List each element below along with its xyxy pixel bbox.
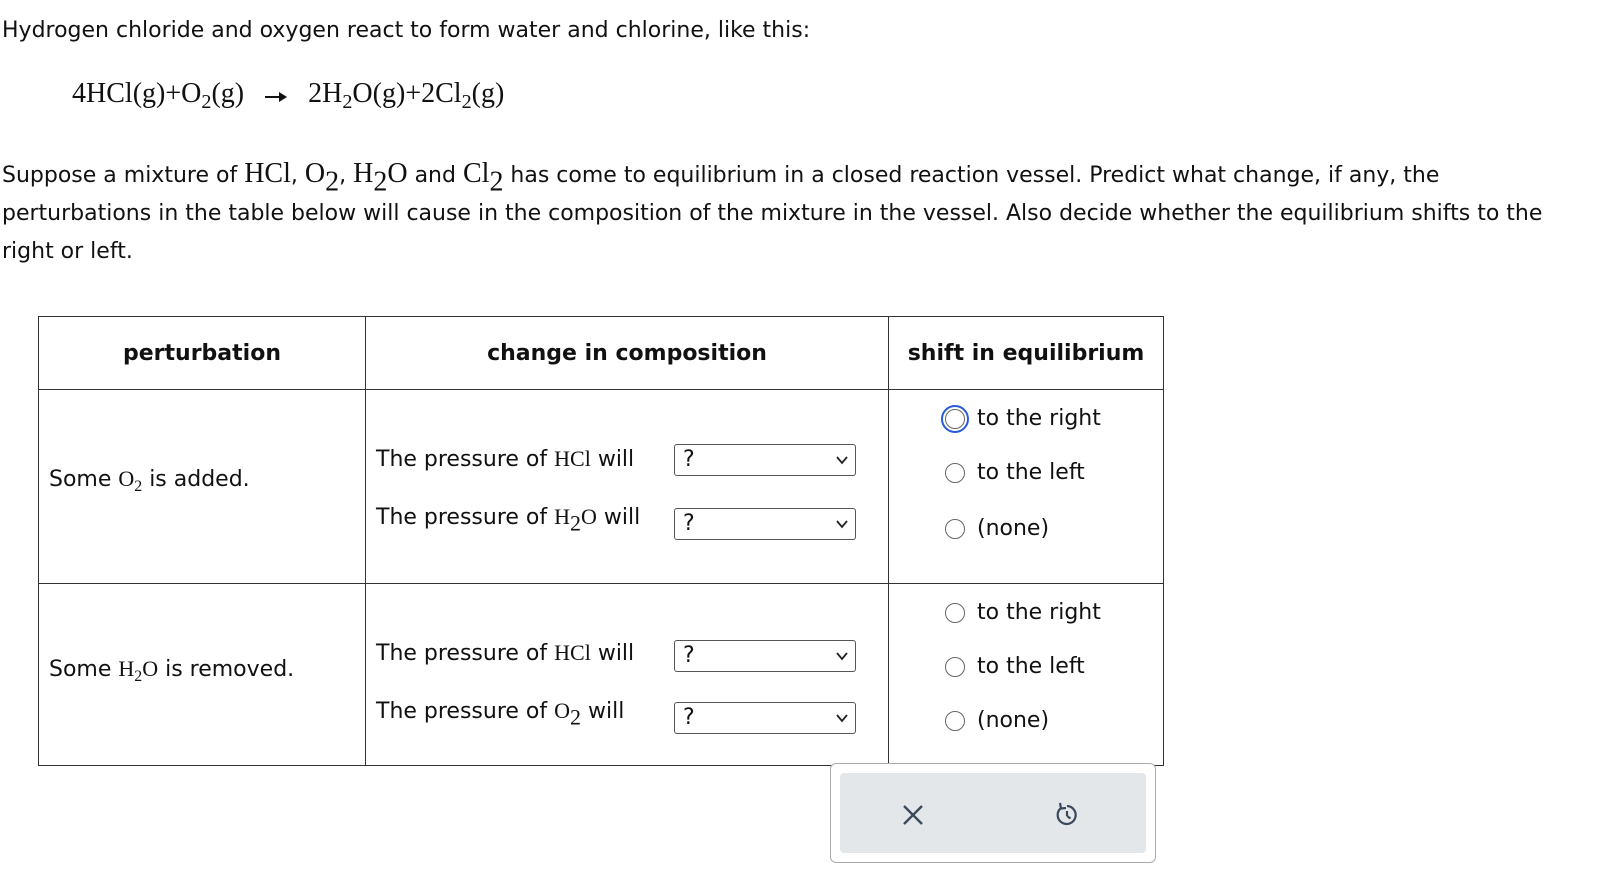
shift-cell — [889, 584, 1164, 766]
radio-label: to the right — [977, 600, 1101, 625]
select-value: ? — [683, 705, 695, 730]
pressure-select[interactable] — [674, 508, 856, 540]
radio-option[interactable] — [945, 708, 1049, 733]
q-text: , — [339, 163, 354, 188]
answer-toolbar — [830, 763, 1156, 863]
reset-button[interactable] — [1047, 795, 1087, 835]
line-chem: O — [581, 504, 597, 529]
perturbation-cell — [39, 584, 366, 766]
composition-line — [376, 504, 641, 536]
line-text: The pressure of — [376, 505, 555, 530]
clear-button[interactable] — [893, 795, 933, 835]
eq-sub: 2 — [201, 91, 212, 114]
select-value: ? — [683, 511, 695, 536]
eq-o: O — [181, 78, 202, 109]
radio-label: (none) — [977, 708, 1050, 733]
composition-line — [376, 640, 634, 666]
intro-text: Hydrogen chloride and oxygen react to form water and chlorine, like this: — [2, 18, 811, 43]
chevron-down-icon — [835, 517, 849, 531]
perturbation-table — [38, 316, 1164, 766]
header-perturbation: perturbation — [39, 317, 366, 390]
line-text: will — [590, 641, 635, 666]
eq-state: (g) — [132, 78, 166, 109]
pert-text: is added. — [142, 467, 250, 492]
pert-chem: O — [142, 656, 159, 681]
pert-text: Some — [49, 467, 119, 492]
pert-chem: O — [118, 466, 135, 491]
radio-button[interactable] — [945, 409, 965, 429]
pressure-select[interactable] — [674, 444, 856, 476]
q-chem: O — [304, 158, 326, 189]
q-text: Suppose a mixture of — [2, 163, 245, 188]
line-chem: H — [554, 504, 571, 529]
pert-text: Some — [49, 657, 119, 682]
eq-plus: + — [405, 78, 422, 109]
eq-plus: + — [165, 78, 182, 109]
line-chem: O — [554, 698, 571, 723]
pressure-select[interactable] — [674, 702, 856, 734]
arrow-icon — [265, 83, 287, 109]
radio-button[interactable] — [945, 657, 965, 677]
change-cell — [366, 584, 889, 766]
radio-button[interactable] — [945, 463, 965, 483]
q-chem: Cl — [462, 158, 490, 189]
q-sub: 2 — [489, 166, 504, 198]
radio-label: to the left — [977, 654, 1085, 679]
radio-option[interactable] — [945, 406, 1101, 431]
q-chem: H — [353, 158, 374, 189]
q-chem: HCl — [244, 158, 291, 189]
header-change: change in composition — [366, 317, 889, 390]
perturbation-label — [49, 466, 250, 495]
line-text: The pressure of — [376, 641, 555, 666]
radio-option[interactable] — [945, 654, 1085, 679]
q-sub: 2 — [373, 166, 388, 198]
radio-option[interactable] — [945, 600, 1101, 625]
select-value: ? — [683, 447, 695, 472]
line-chem: HCl — [554, 640, 591, 665]
eq-hcl: 4HCl — [72, 78, 133, 109]
close-icon — [900, 802, 926, 828]
perturbation-label — [49, 656, 295, 685]
eq-state: (g) — [372, 78, 406, 109]
q-chem: O — [387, 158, 408, 189]
eq-o2: O — [352, 78, 373, 109]
reaction-equation — [72, 78, 505, 114]
radio-button[interactable] — [945, 711, 965, 731]
question-text — [2, 155, 1552, 271]
line-text: will — [590, 447, 635, 472]
chevron-down-icon — [835, 649, 849, 663]
line-text: will — [581, 699, 625, 724]
select-value: ? — [683, 643, 695, 668]
line-text: The pressure of — [376, 447, 555, 472]
eq-state: (g) — [211, 78, 245, 109]
line-chem: HCl — [554, 446, 591, 471]
chevron-down-icon — [835, 711, 849, 725]
pert-text: is removed. — [158, 657, 295, 682]
q-text: and — [407, 163, 463, 188]
undo-icon — [1053, 801, 1081, 829]
eq-sub: 2 — [461, 91, 472, 114]
toolbar-inner — [840, 773, 1146, 853]
pert-sub: 2 — [134, 667, 143, 685]
radio-label: (none) — [977, 516, 1050, 541]
eq-state: (g) — [471, 78, 505, 109]
radio-option[interactable] — [945, 516, 1049, 541]
chevron-down-icon — [835, 453, 849, 467]
pressure-select[interactable] — [674, 640, 856, 672]
pert-chem: H — [118, 656, 135, 681]
radio-option[interactable] — [945, 460, 1085, 485]
radio-label: to the right — [977, 406, 1101, 431]
composition-line — [376, 698, 625, 730]
radio-label: to the left — [977, 460, 1085, 485]
q-sub: 2 — [325, 166, 340, 198]
table-row — [39, 584, 1164, 766]
shift-cell — [889, 390, 1164, 584]
q-text: has come to equilibrium in a closed reaction vessel. Predict what change, if any, the perturbations in the table below will cause in the composition of the mixture in the vessel. Also decide whether the equilibrium shifts to the right or left. — [2, 163, 1543, 264]
q-text: , — [290, 163, 305, 188]
change-cell — [366, 390, 889, 584]
perturbation-cell — [39, 390, 366, 584]
composition-line — [376, 446, 634, 472]
radio-button[interactable] — [945, 603, 965, 623]
header-shift: shift in equilibrium — [889, 317, 1164, 390]
eq-sub: 2 — [342, 91, 353, 114]
pert-sub: 2 — [134, 477, 143, 495]
line-text: The pressure of — [376, 699, 555, 724]
line-sub: 2 — [570, 704, 582, 730]
eq-h: 2H — [308, 78, 343, 109]
radio-button[interactable] — [945, 519, 965, 539]
line-sub: 2 — [570, 510, 582, 536]
line-text: will — [596, 505, 641, 530]
eq-cl: 2Cl — [421, 78, 462, 109]
table-row — [39, 390, 1164, 584]
